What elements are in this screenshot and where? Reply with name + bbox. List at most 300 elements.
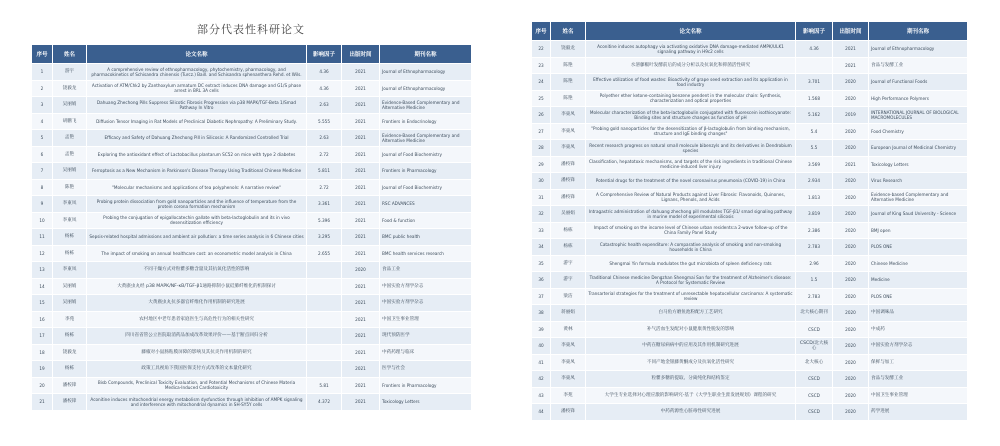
cell-index: 6 <box>32 146 53 163</box>
cell-author: 吴丽娟 <box>53 278 87 295</box>
table-row <box>532 189 968 206</box>
cell-index: 21 <box>32 394 53 411</box>
cell-impact-factor <box>307 328 342 345</box>
cell-author: 李東凤 <box>551 123 586 140</box>
cell-title: 政策工具视角下我国医保支付方式改革的文本量化研究 <box>87 361 307 378</box>
cell-year: 2020 <box>833 239 869 256</box>
cell-title: Activation of ATM/Chk2 by Zanthoxylum armatum DC extract induces DNA damage and G1/S phase arrest in BRL 3A cells <box>87 80 307 97</box>
cell-impact-factor: 1.568 <box>796 90 833 107</box>
cell-year: 2020 <box>833 288 869 305</box>
cell-title: Potential drugs for the treatment of the novel coronavirus pneumonia (COVID-19) in China <box>586 173 796 190</box>
cell-title: Diffusion Tensor Imaging in Rat Models of Preclinical Diabetic Nephropathy: A Preliminary Study. <box>87 113 307 130</box>
cell-index: 8 <box>32 179 53 196</box>
cell-title: Traditional Chinese medicine Dengzhan Shengmai San for the treatment of Alzheimer's disease: A Protocol for Systematic Review <box>586 272 796 289</box>
cell-year: 2021 <box>342 196 380 213</box>
cell-year: 2020 <box>833 305 869 322</box>
cell-year: 2021 <box>342 394 380 411</box>
cell-year: 2021 <box>342 64 380 81</box>
cell-impact-factor <box>307 344 342 361</box>
table-row <box>32 64 472 81</box>
cell-journal: 中国实验方剂学杂志 <box>380 278 472 295</box>
table-row <box>32 80 472 97</box>
cell-year: 2019 <box>833 107 869 124</box>
cell-author: 杨栋 <box>53 361 87 378</box>
cell-author: 潘校锋 <box>551 189 586 206</box>
cell-title: Effective utilization of food wastes: Bioactivity of grape seed extraction and its application in food industry <box>586 74 796 91</box>
cell-journal: 中国卫生事业管理 <box>380 311 472 328</box>
cell-year: 2020 <box>833 255 869 272</box>
cell-author: 李苑 <box>53 311 87 328</box>
cell-index: 30 <box>532 173 551 190</box>
cell-title: 水溶藤椒叶发酵前后的成分分析以及抗氧化和抑菌活性研究 <box>586 57 796 74</box>
document-title: 部分代表性科研论文 <box>197 23 305 36</box>
cell-journal: Journal of Functional Foods <box>869 74 968 91</box>
cell-author: 杨栋 <box>53 245 87 262</box>
cell-author: 李東凤 <box>551 338 586 355</box>
cell-journal: 中国实验方剂学杂志 <box>869 338 968 355</box>
cell-journal: Journal of Food Biochemistry <box>380 146 472 163</box>
cell-impact-factor: 3.569 <box>796 156 833 173</box>
cell-journal: PLOS ONE <box>869 288 968 305</box>
cell-year: 2021 <box>342 80 380 97</box>
cell-journal: Frontiers in Endocrinology <box>380 113 472 130</box>
cell-title: Probing the conjugation of epigallocatechin gallate with beta-lactoglobulin and its in vivo desensitization efficiency <box>87 212 307 229</box>
cell-title: 中药药源性心脏毒性研究进展 <box>586 404 796 421</box>
cell-journal: 食品与发酵工业 <box>869 57 968 74</box>
header-year: 出版时间 <box>342 45 380 64</box>
cell-author: 饶毅龙 <box>551 41 586 58</box>
header-impact-factor: 影响因子 <box>307 45 342 64</box>
cell-journal: Journal of Ethnopharmacology <box>380 64 472 81</box>
cell-author: 李苑 <box>551 387 586 404</box>
table-row <box>32 328 472 345</box>
cell-impact-factor <box>307 295 342 312</box>
cell-impact-factor: 北大核心 <box>796 354 833 371</box>
cell-impact-factor: 2.783 <box>796 288 833 305</box>
cell-year: 2020 <box>833 90 869 107</box>
cell-title: 大黄䗪虫丸抗多器官纤维化作用机制的研究进展 <box>87 295 307 312</box>
cell-year: 2020 <box>833 123 869 140</box>
cell-index: 7 <box>32 163 53 180</box>
cell-author: 吴丽娟 <box>53 163 87 180</box>
cell-author: 游宇 <box>551 272 586 289</box>
cell-journal: 现代预防医学 <box>380 328 472 345</box>
cell-impact-factor: 5.81 <box>307 377 342 394</box>
cell-journal: 中药药理与临床 <box>380 344 472 361</box>
header-title: 论文名称 <box>87 45 307 64</box>
header-journal: 期刊名称 <box>380 45 472 64</box>
cell-index: 5 <box>32 130 53 147</box>
cell-year: 2020 <box>833 321 869 338</box>
cell-impact-factor: CSCD <box>796 371 833 388</box>
cell-author: 梁洁 <box>551 288 586 305</box>
cell-journal: Toxicology Letters <box>380 394 472 411</box>
header-year: 出版时间 <box>833 22 869 41</box>
cell-author: 游宇 <box>551 255 586 272</box>
table-row <box>32 278 472 295</box>
table-row <box>532 57 968 74</box>
cell-author: 潘校锋 <box>53 394 87 411</box>
table-row <box>32 394 472 411</box>
cell-journal: Frontiers in Pharmacology <box>380 163 472 180</box>
cell-year: 2021 <box>342 163 380 180</box>
cell-author: 杨栋 <box>551 222 586 239</box>
cell-title: The impact of smoking on annual healthcare cost: an econometric model analysis in China <box>87 245 307 262</box>
table-row <box>32 245 472 262</box>
cell-index: 20 <box>32 377 53 394</box>
cell-journal: Journal of Ethnopharmacology <box>869 41 968 58</box>
cell-author: 潘校锋 <box>551 404 586 421</box>
cell-author: 潘校锋 <box>53 377 87 394</box>
cell-author: 李東凤 <box>53 262 87 279</box>
cell-impact-factor: 2.72 <box>307 146 342 163</box>
cell-author: 杨栋 <box>53 328 87 345</box>
cell-impact-factor: 3.701 <box>796 74 833 91</box>
papers-table-left <box>31 44 472 411</box>
cell-index: 18 <box>32 344 53 361</box>
cell-journal: European Journal of Medicinal Chemistry <box>869 140 968 157</box>
cell-impact-factor: CSCD <box>796 387 833 404</box>
cell-index: 25 <box>532 90 551 107</box>
cell-impact-factor: 2.655 <box>307 245 342 262</box>
table-row <box>532 173 968 190</box>
cell-impact-factor: CSCD <box>796 404 833 421</box>
table-row <box>32 212 472 229</box>
table-row <box>32 163 472 180</box>
cell-title: Recent research progress on natural small molecule bibenzyls and its derivatives in Dendrobium species <box>586 140 796 157</box>
right-paper-table-panel <box>531 21 967 421</box>
cell-impact-factor: 1.813 <box>796 189 833 206</box>
cell-year: 2021 <box>342 229 380 246</box>
cell-author: 饶毅龙 <box>53 80 87 97</box>
table-row <box>532 74 968 91</box>
cell-author: 蒋丽娟 <box>551 305 586 322</box>
cell-index: 1 <box>32 64 53 81</box>
table-row <box>532 321 968 338</box>
cell-index: 41 <box>532 354 551 371</box>
table-row <box>32 262 472 279</box>
cell-journal: 医学与社会 <box>380 361 472 378</box>
cell-impact-factor: 2.96 <box>796 255 833 272</box>
cell-year: 2020 <box>833 272 869 289</box>
table-row <box>32 196 472 213</box>
cell-impact-factor: 5.4 <box>796 123 833 140</box>
cell-journal: Evidence-Based Complementary and Alternative Medicine <box>380 97 472 114</box>
cell-index: 27 <box>532 123 551 140</box>
cell-index: 3 <box>32 97 53 114</box>
left-paper-table-panel <box>31 16 471 411</box>
table-row <box>532 354 968 371</box>
cell-year: 2021 <box>342 245 380 262</box>
cell-impact-factor: 4.372 <box>307 394 342 411</box>
cell-impact-factor: 3.819 <box>796 206 833 223</box>
cell-index: 44 <box>532 404 551 421</box>
header-impact-factor: 影响因子 <box>796 22 833 41</box>
cell-index: 43 <box>532 387 551 404</box>
table-row <box>532 371 968 388</box>
cell-title: 大黄䗪虫丸经 p38 MAPK/NF-κB/TGF-β1通路抑制小鼠硅肺纤维化的机制探讨 <box>87 278 307 295</box>
table-row <box>532 156 968 173</box>
cell-index: 32 <box>532 206 551 223</box>
cell-year: 2021 <box>342 179 380 196</box>
cell-journal: 中国卫生事业管理 <box>869 387 968 404</box>
cell-index: 12 <box>32 245 53 262</box>
table-row <box>32 311 472 328</box>
cell-title: Classification, hepatotoxic mechanisms, and targets of the risk ingredients in traditional Chinese medicine-induced liver injury <box>586 156 796 173</box>
cell-author: 陈艳 <box>551 74 586 91</box>
cell-year: 2021 <box>342 212 380 229</box>
table-row <box>532 107 968 124</box>
cell-year: 2021 <box>833 57 869 74</box>
cell-author: 孟艳 <box>53 146 87 163</box>
cell-title: 藤椒对小鼠肠粘膜屏障的影响及其抗炎作用机制的研究 <box>87 344 307 361</box>
cell-title: Molecular characterization of the beta-lactoglobulin conjugated with fluorescein isothiocyanate: Binding sites and structure changes as function of pH <box>586 107 796 124</box>
cell-journal: 食品与发酵工业 <box>869 371 968 388</box>
cell-impact-factor: 4.36 <box>307 64 342 81</box>
cell-index: 11 <box>32 229 53 246</box>
cell-author: 李東凤 <box>551 354 586 371</box>
header-author: 姓名 <box>551 22 586 41</box>
cell-title: Probing protein dissociation from gold nanoparticles and the influence of temperature from the protein corona formation mechanism <box>87 196 307 213</box>
cell-index: 35 <box>532 255 551 272</box>
table-row <box>532 387 968 404</box>
cell-year: 2020 <box>833 354 869 371</box>
cell-impact-factor: CSCD <box>796 321 833 338</box>
cell-year: 2021 <box>342 328 380 345</box>
cell-index: 26 <box>532 107 551 124</box>
cell-author: 吴丽娟 <box>551 206 586 223</box>
cell-title: Catastrophic health expenditure: A comparative analysis of smoking and non-smoking households in China <box>586 239 796 256</box>
cell-title: 粒藿多糖的提取、分离纯化和结构鉴定 <box>586 371 796 388</box>
cell-impact-factor: 1.5 <box>796 272 833 289</box>
cell-author: 李東凤 <box>551 371 586 388</box>
table-row <box>32 344 472 361</box>
cell-impact-factor: 2.72 <box>307 179 342 196</box>
table-row <box>32 113 472 130</box>
cell-title: 中药在糖尿病病中的应用及其作用机制研究进展 <box>586 338 796 355</box>
cell-impact-factor: 3.295 <box>307 229 342 246</box>
cell-year: 2020 <box>833 206 869 223</box>
cell-title: Impact of smoking on the income level of Chinese urban residents:a 2-wave follow-up of the China Family Panel Study <box>586 222 796 239</box>
cell-year: 2020 <box>833 74 869 91</box>
cell-author: 饶毅龙 <box>53 344 87 361</box>
cell-author: 李東凤 <box>53 212 87 229</box>
cell-impact-factor: 2.783 <box>796 239 833 256</box>
table-row <box>32 146 472 163</box>
cell-journal: Journal of Food Biochemistry <box>380 179 472 196</box>
cell-journal: Evidence-Based Complementary and Alternative Medicine <box>380 130 472 147</box>
cell-year: 2020 <box>833 222 869 239</box>
cell-index: 29 <box>532 156 551 173</box>
cell-title: Transarterial strategies for the treatment of unresectable hepatocellular carcinoma: A systematic review <box>586 288 796 305</box>
cell-year: 2020 <box>833 140 869 157</box>
cell-author: 陈艳 <box>551 90 586 107</box>
cell-journal: 保鲜与加工 <box>869 354 968 371</box>
cell-year: 2021 <box>342 278 380 295</box>
cell-index: 38 <box>532 305 551 322</box>
cell-journal: BMC public health <box>380 229 472 246</box>
table-row <box>32 361 472 378</box>
cell-journal: Evidence-based Complementary and Alternative Medicine <box>869 189 968 206</box>
cell-author: 游宇 <box>53 64 87 81</box>
cell-impact-factor: 2.63 <box>307 97 342 114</box>
cell-year: 2020 <box>833 173 869 190</box>
cell-journal: 中国实验方剂学杂志 <box>380 295 472 312</box>
cell-journal: 中成药 <box>869 321 968 338</box>
table-row <box>32 295 472 312</box>
cell-journal: Frontiers in Pharmacology <box>380 377 472 394</box>
cell-year: 2021 <box>342 113 380 130</box>
cell-year: 2020 <box>342 262 380 279</box>
cell-title: Sepsis-related hospital admissions and ambient air pollution: a time series analysis in 6 Chinese cities <box>87 229 307 246</box>
cell-year: 2020 <box>833 387 869 404</box>
cell-title: Polyether ether ketone-containing benzene pendent in the molecular chain: Synthesis, characterization and optical properties <box>586 90 796 107</box>
cell-author: 吴丽娟 <box>53 295 87 312</box>
cell-impact-factor: 4.36 <box>307 80 342 97</box>
cell-impact-factor: 2.63 <box>307 130 342 147</box>
cell-index: 40 <box>532 338 551 355</box>
cell-impact-factor: 3.361 <box>307 196 342 213</box>
cell-title: 四川省省管公立医院取消药品加成改革效果评价——基于断点回归分析 <box>87 328 307 345</box>
cell-title: Ferroptosis as a New Mechanism in Parkinson's Disease Therapy Using Traditional Chinese Medicine <box>87 163 307 180</box>
table-row <box>532 222 968 239</box>
table-row <box>532 206 968 223</box>
cell-title: A comprehensive review of ethnopharmacology, phytochemistry, pharmacology, and pharmacokinetics of Schisandra chinensis (Turcz.) Baill. and Schisandra sphenanthera Rehd. et Wils. <box>87 64 307 81</box>
cell-year: 2021 <box>342 97 380 114</box>
cell-index: 4 <box>32 113 53 130</box>
table-row <box>532 239 968 256</box>
table-row <box>532 123 968 140</box>
cell-index: 2 <box>32 80 53 97</box>
table-row <box>532 255 968 272</box>
table-row <box>32 179 472 196</box>
cell-author: 胡鹏飞 <box>53 113 87 130</box>
table-row <box>32 229 472 246</box>
cell-year: 2020 <box>833 404 869 421</box>
cell-index: 16 <box>32 311 53 328</box>
cell-journal: Toxicology Letters <box>869 156 968 173</box>
header-journal: 期刊名称 <box>869 22 968 41</box>
cell-impact-factor: 5.5 <box>796 140 833 157</box>
cell-impact-factor <box>307 262 342 279</box>
cell-year: 2020 <box>833 371 869 388</box>
cell-author: 李東凤 <box>53 196 87 213</box>
cell-journal: 中国调味品 <box>869 305 968 322</box>
cell-title: 补气活血生发配对小鼠健康黄性脱发的影响 <box>586 321 796 338</box>
table-row <box>532 140 968 157</box>
cell-index: 10 <box>32 212 53 229</box>
table-row <box>532 338 968 355</box>
cell-author: 李東凤 <box>551 107 586 124</box>
cell-title: 不同干燥方式对粒藿多糖含量及其抗氧化活性的影响 <box>87 262 307 279</box>
cell-journal: Medicine <box>869 272 968 289</box>
table-row <box>532 90 968 107</box>
cell-impact-factor <box>307 278 342 295</box>
cell-author: 杨栋 <box>53 229 87 246</box>
cell-journal: Virus Research <box>869 173 968 190</box>
cell-title: 白马鱼方磨鱼池粉配方工艺研究 <box>586 305 796 322</box>
cell-index: 13 <box>32 262 53 279</box>
cell-impact-factor: 北大核心期刊 <box>796 305 833 322</box>
cell-index: 15 <box>32 295 53 312</box>
table-row <box>532 404 968 421</box>
cell-author: 陈艳 <box>551 57 586 74</box>
cell-journal: INTERNATIONAL JOURNAL OF BIOLOGICAL MACROMOLECULES <box>869 107 968 124</box>
cell-index: 36 <box>532 272 551 289</box>
cell-title: 大学生专业选择对心理应激的影响研究-基于《大学生职业生涯发展规划》课程的研究 <box>586 387 796 404</box>
cell-impact-factor: 4.36 <box>796 41 833 58</box>
cell-index: 17 <box>32 328 53 345</box>
cell-title: 农村地区中老年患者家庭医生与高危性行为的相关性研究 <box>87 311 307 328</box>
cell-index: 24 <box>532 74 551 91</box>
cell-author: 潘校锋 <box>551 156 586 173</box>
cell-year: 2021 <box>833 156 869 173</box>
cell-impact-factor: 2.934 <box>796 173 833 190</box>
cell-author: 潘校锋 <box>551 173 586 190</box>
papers-table-right <box>531 21 968 421</box>
cell-author: 孟艳 <box>53 130 87 147</box>
cell-index: 14 <box>32 278 53 295</box>
cell-year: 2021 <box>833 41 869 58</box>
cell-year: 2020 <box>833 338 869 355</box>
cell-journal: BMJ open <box>869 222 968 239</box>
cell-index: 33 <box>532 222 551 239</box>
cell-index: 9 <box>32 196 53 213</box>
cell-impact-factor: 5.396 <box>307 212 342 229</box>
table-row <box>532 288 968 305</box>
cell-title: Exploring the antioxidant effect of Lactobacillus plantarum SC52 on mice with type 2 diabetes <box>87 146 307 163</box>
cell-index: 34 <box>532 239 551 256</box>
cell-impact-factor <box>307 311 342 328</box>
cell-year: 2021 <box>342 377 380 394</box>
cell-year: 2021 <box>342 344 380 361</box>
cell-journal: 食品工业 <box>380 262 472 279</box>
cell-journal: Food & function <box>380 212 472 229</box>
cell-title: Efficacy and Safety of Dahuang Zhechong Pill in Silicosis: A Randomized Controlled Trial <box>87 130 307 147</box>
cell-title: "Molecular mechanisms and applications of tea polyphenols: A narrative review" <box>87 179 307 196</box>
cell-title: Intragastric administration of dahuang zhechong pill modulates TGF-β1/ smad signaling pathway in murine model of experimental silicosis <box>586 206 796 223</box>
cell-author: 陈艳 <box>53 179 87 196</box>
cell-impact-factor: CSCD/北大核心 <box>796 338 833 355</box>
cell-index: 37 <box>532 288 551 305</box>
cell-impact-factor: 5.162 <box>796 107 833 124</box>
cell-impact-factor: 5.811 <box>307 163 342 180</box>
cell-title: Bisb Compounds, Preclinical Toxicity Evaluation, and Potential Mechanisms of Chinese Materia Medica-Induced Cardiotoxicity <box>87 377 307 394</box>
cell-index: 22 <box>532 41 551 58</box>
table-row <box>32 130 472 147</box>
cell-index: 28 <box>532 140 551 157</box>
cell-author: 黄林 <box>551 321 586 338</box>
cell-journal: Journal of Ethnopharmacology <box>380 80 472 97</box>
cell-index: 19 <box>32 361 53 378</box>
cell-title: "Probing gold nanoparticles for the desensitization of β-lactoglobulin from binding mechanism, structure and IgE binding changes" <box>586 123 796 140</box>
cell-impact-factor <box>307 361 342 378</box>
cell-title: 不同产地金银藤黄酮成分及抗氧化活性研究 <box>586 354 796 371</box>
table-row <box>32 377 472 394</box>
cell-journal: Journal of King Saud University - Science <box>869 206 968 223</box>
cell-journal: RSC ADVANCES <box>380 196 472 213</box>
cell-title: Aconitine induces mitochondrial energy metabolism dysfunction through inhibition of AMPK signaling and interference with mitochondrial dynamics in SH-SY5Y cells <box>87 394 307 411</box>
table-row <box>532 41 968 58</box>
cell-index: 39 <box>532 321 551 338</box>
cell-title: Aconitine induces autophagy via activating oxidative DNA damage-mediated AMPK/ULK1 signaling pathway in H9c2 cells <box>586 41 796 58</box>
cell-year: 2021 <box>342 361 380 378</box>
table-row <box>532 305 968 322</box>
cell-index: 31 <box>532 189 551 206</box>
cell-year: 2021 <box>342 295 380 312</box>
cell-impact-factor: 5.555 <box>307 113 342 130</box>
cell-impact-factor: 2.386 <box>796 222 833 239</box>
